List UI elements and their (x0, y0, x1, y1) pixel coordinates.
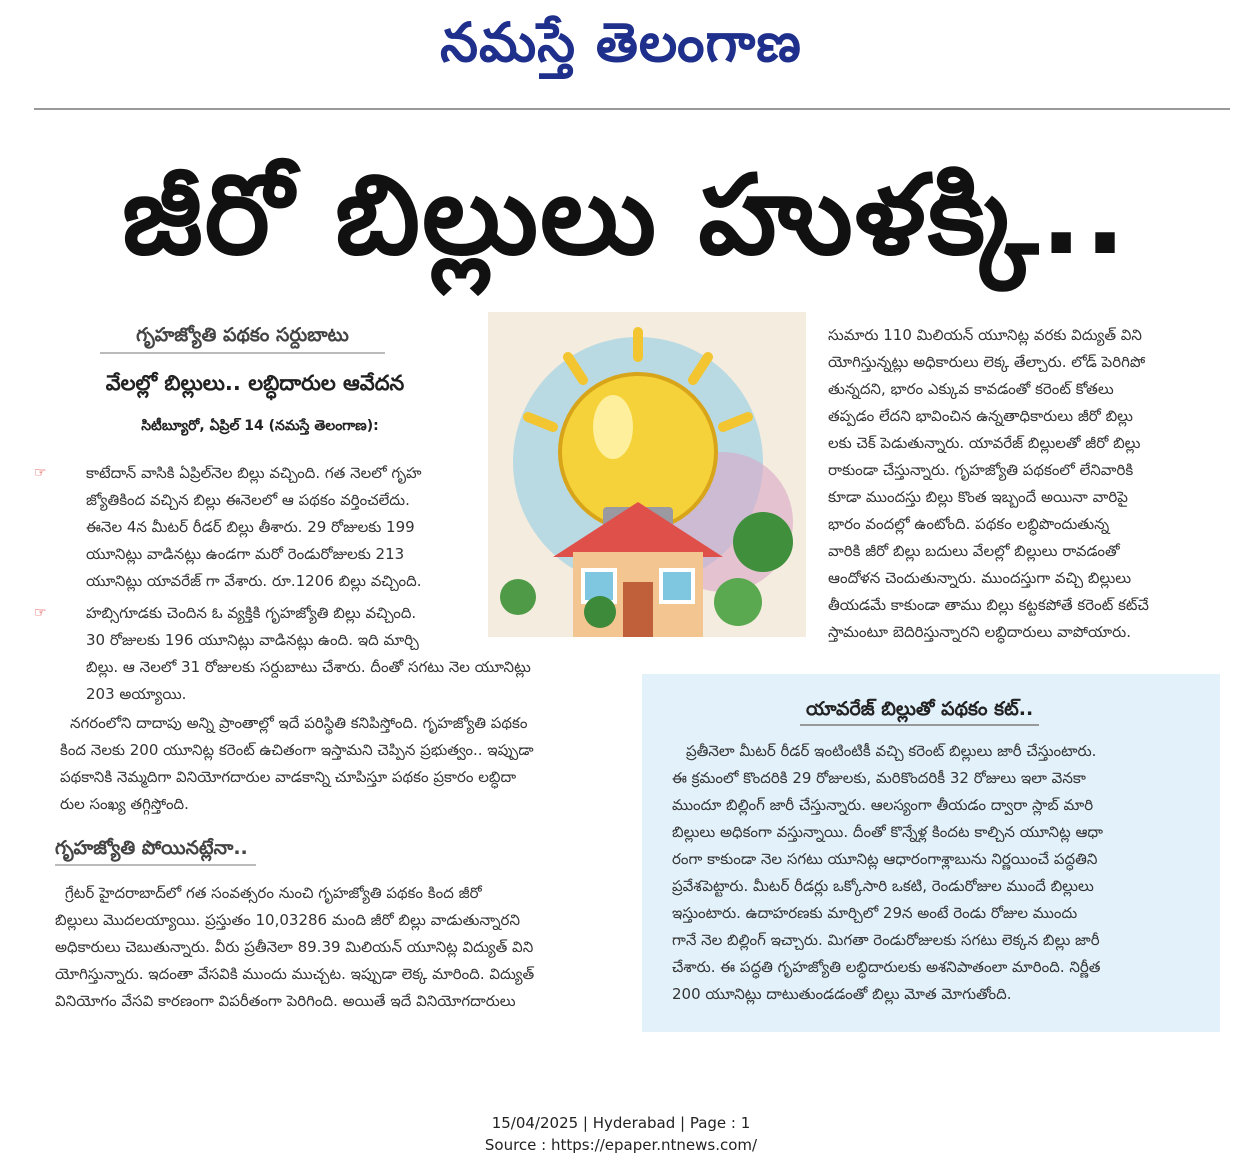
pointing-hand-icon: ☞ (34, 465, 47, 481)
paragraph-line: వారికి జీరో బిల్లు బదులు వేలల్లో బిల్లులు రావడంతో (828, 542, 1120, 560)
right-column-text (828, 322, 1228, 646)
bullet-line: హబ్సిగూడకు చెందిన ఓ వ్యక్తికి గృహజ్యోతి బిల్లు వచ్చింది. (86, 604, 417, 622)
box-line: 200 యూనిట్లు దాటుతుండడంతో బిల్లు మోత మోగుతోంది. (672, 985, 1012, 1003)
section-subheading: గృహజ్యోతి పోయినట్లేనా.. (55, 832, 256, 866)
bullet-line: కాటేదాన్ వాసికి ఏప్రిల్‌నెల బిల్లు వచ్చింది. గత నెలలో గృహ (86, 464, 422, 482)
paragraph-city (60, 710, 620, 818)
paragraph-line: ఆందోళన చెందుతున్నారు. ముందస్తుగా వచ్చి బిల్లులు (828, 569, 1132, 587)
box-line: ముందూ బిల్లింగ్ జారీ చేస్తున్నారు. ఆలస్యంగా తీయడం ద్వారా స్లాబ్ మారి (672, 796, 1094, 814)
paragraph-line: తీయడమే కాకుండా తాము బిల్లు కట్టకపోతే కరెంట్ కట్‌చే (828, 596, 1149, 614)
pointing-hand-icon: ☞ (34, 605, 47, 621)
paragraph-line: రాకుండా చేస్తున్నారు. గృహజ్యోతి పథకంలో లేనివారికి (828, 461, 1134, 479)
box-line: ప్రతీనెలా మీటర్ రీడర్ ఇంటింటికీ వచ్చి కరెంట్ బిల్లులు జారీ చేస్తుంటారు. (686, 742, 1097, 760)
masthead-divider (34, 108, 1230, 110)
paragraph-line: గ్రేటర్ హైదరాబాద్‌లో గత సంవత్సరం నుంచి గృహజ్యోతి పథకం కింద జీరో (65, 884, 482, 902)
paragraph-line: లకు చెక్ పెడుతున్నారు. యావరేజ్ బిల్లులతో జీరో బిల్లు (828, 434, 1141, 452)
bullet-line: జ్యోతికింద వచ్చిన బిల్లు ఈనెలలో ఆ పథకం వర్తించలేదు. (86, 491, 410, 509)
box-line: రంగా కాకుండా నెల సగటు యూనిట్ల ఆధారంగాశ్లాబును నిర్ణయించే పద్ధతిని (672, 850, 1098, 868)
sidebar-box-title: యావరేజ్ బిల్లుతో పథకం కట్.. (800, 694, 1039, 726)
page-footer (0, 1112, 1242, 1156)
paragraph-line: యోగిస్తున్నట్లు అధికారులు లెక్క తేల్చారు. లోడ్ పెరిగిపో (828, 353, 1146, 371)
paragraph-line: కింద నెలకు 200 యూనిట్ల కరెంట్ ఉచితంగా ఇస్తామని చెప్పిన ప్రభుత్వం.. ఇప్పుడా (60, 741, 534, 759)
bullet-line: 30 రోజులకు 196 యూనిట్లు వాడినట్లు ఉంది. ఇది మార్చి (86, 631, 419, 649)
paragraph-line: సుమారు 110 మిలియన్ యూనిట్ల వరకు విద్యుత్ విని (828, 326, 1142, 344)
paragraph-line: తప్పడం లేదని భావించిన ఉన్నతాధికారులు జీరో బిల్లు (828, 407, 1134, 425)
bullet-line: 203 అయ్యాయి. (86, 685, 187, 703)
paragraph-line: భారం వందల్లో ఉంటోంది. పథకం లబ్ధిపొందుతున్న (828, 515, 1110, 533)
bulb-house-illustration (488, 312, 806, 637)
paragraph-line: యోగిస్తున్నారు. ఇదంతా వేసవికి ముందు ముచ్చట. ఇప్పుడా లెక్క మారింది. విద్యుత్ (55, 965, 535, 983)
paragraph-line: అధికారులు చెబుతున్నారు. వీరు ప్రతీనెలా 89.39 మిలియన్ యూనిట్ల విద్యుత్ విని (55, 938, 534, 956)
dateline: సిటీబ్యూరో, ఏప్రిల్ 14 (నమస్తే తెలంగాణ): (141, 418, 379, 434)
paragraph-line: తున్నదని, భారం ఎక్కువ కావడంతో కరెంట్ కోతలు (828, 380, 1114, 398)
paragraph-line: పథకానికి నెమ్మదిగా వినియోగదారుల వాడకాన్ని చూపిస్తూ పథకం ప్రకారం లబ్ధిదా (60, 768, 517, 786)
sidebar-box-body (672, 738, 1212, 1008)
bullet-line: బిల్లు. ఆ నెలలో 31 రోజులకు సర్దుబాటు చేశారు. దీంతో సగటు నెల యూనిట్లు (86, 658, 531, 676)
headline: జీరో బిల్లులు హుళక్కి.. (122, 151, 1128, 279)
kicker: గృహజ్యోతి పథకం సర్దుబాటు (100, 318, 385, 354)
paragraph-line: స్తామంటూ బెదిరిస్తున్నారని లబ్ధిదారులు వాపోయారు. (828, 623, 1131, 641)
paragraph-greater-hyderabad (55, 880, 625, 1015)
masthead-logo: నమస్తే తెలంగాణ (440, 11, 802, 74)
illustration-svg (488, 312, 806, 637)
paragraph-line: నగరంలోని దాదాపు అన్ని ప్రాంతాల్లో ఇదే పరిస్థితి కనిపిస్తోంది. గృహజ్యోతి పథకం (70, 714, 528, 732)
footer-source-link[interactable]: Source : https://epaper.ntnews.com/ (484, 1136, 758, 1154)
bullet-line: యూనిట్లు వాడినట్లు ఉండగా మరో రెండురోజులకు 213 (86, 545, 405, 563)
box-line: ఈ క్రమంలో కొందరికి 29 రోజులకు, మరికొందరికీ 32 రోజులు ఇలా వెనకా (672, 769, 1086, 787)
paragraph-line: కూడా ముందస్తు బిల్లు కొంత ఇబ్బందే అయినా వారిపై (828, 488, 1128, 506)
footer-date-page: 15/04/2025 | Hyderabad | Page : 1 (491, 1114, 751, 1132)
paragraph-line: బిల్లులు మొదలయ్యాయి. ప్రస్తుతం 10,03286 మంది జీరో బిల్లు వాడుతున్నారని (55, 911, 520, 929)
box-line: చేశారు. ఈ పద్ధతి గృహజ్యోతి లబ్ధిదారులకు అశనిపాతంలా మారింది. నిర్ణీత (672, 958, 1101, 976)
box-line: ఇస్తుంటారు. ఉదాహరణకు మార్చిలో 29న అంటే రెండు రోజుల ముందు (672, 904, 1078, 922)
bullet-line: యూనిట్లు యావరేజ్ గా వేశారు. రూ.1206 బిల్లు వచ్చింది. (86, 572, 422, 590)
box-line: గానే నెల బిల్లింగ్ ఇచ్చారు. మిగతా రెండురోజులకు సగటు లెక్కన బిల్లు జారీ (672, 931, 1100, 949)
box-line: బిల్లులు అధికంగా వస్తున్నాయి. దీంతో కొన్నేళ్ల కిందట కాల్చిన యూనిట్ల ఆధా (672, 823, 1104, 841)
paragraph-line: రుల సంఖ్య తగ్గిస్తోంది. (60, 795, 189, 813)
paragraph-line: వినియోగం వేసవి కారణంగా విపరీతంగా పెరిగింది. అయితే ఇదే వినియోగదారులు (55, 992, 516, 1010)
box-line: ప్రవేశపెట్టారు. మీటర్ రీడర్లు ఒక్కోసారి ఒకటి, రెండురోజుల ముందే బిల్లులు (672, 877, 1094, 895)
subhead: వేలల్లో బిల్లులు.. లబ్ధిదారుల ఆవేదన (105, 371, 405, 395)
bullet-line: ఈనెల 4న మీటర్ రీడర్ బిల్లు తీశారు. 29 రోజులకు 199 (86, 518, 415, 536)
